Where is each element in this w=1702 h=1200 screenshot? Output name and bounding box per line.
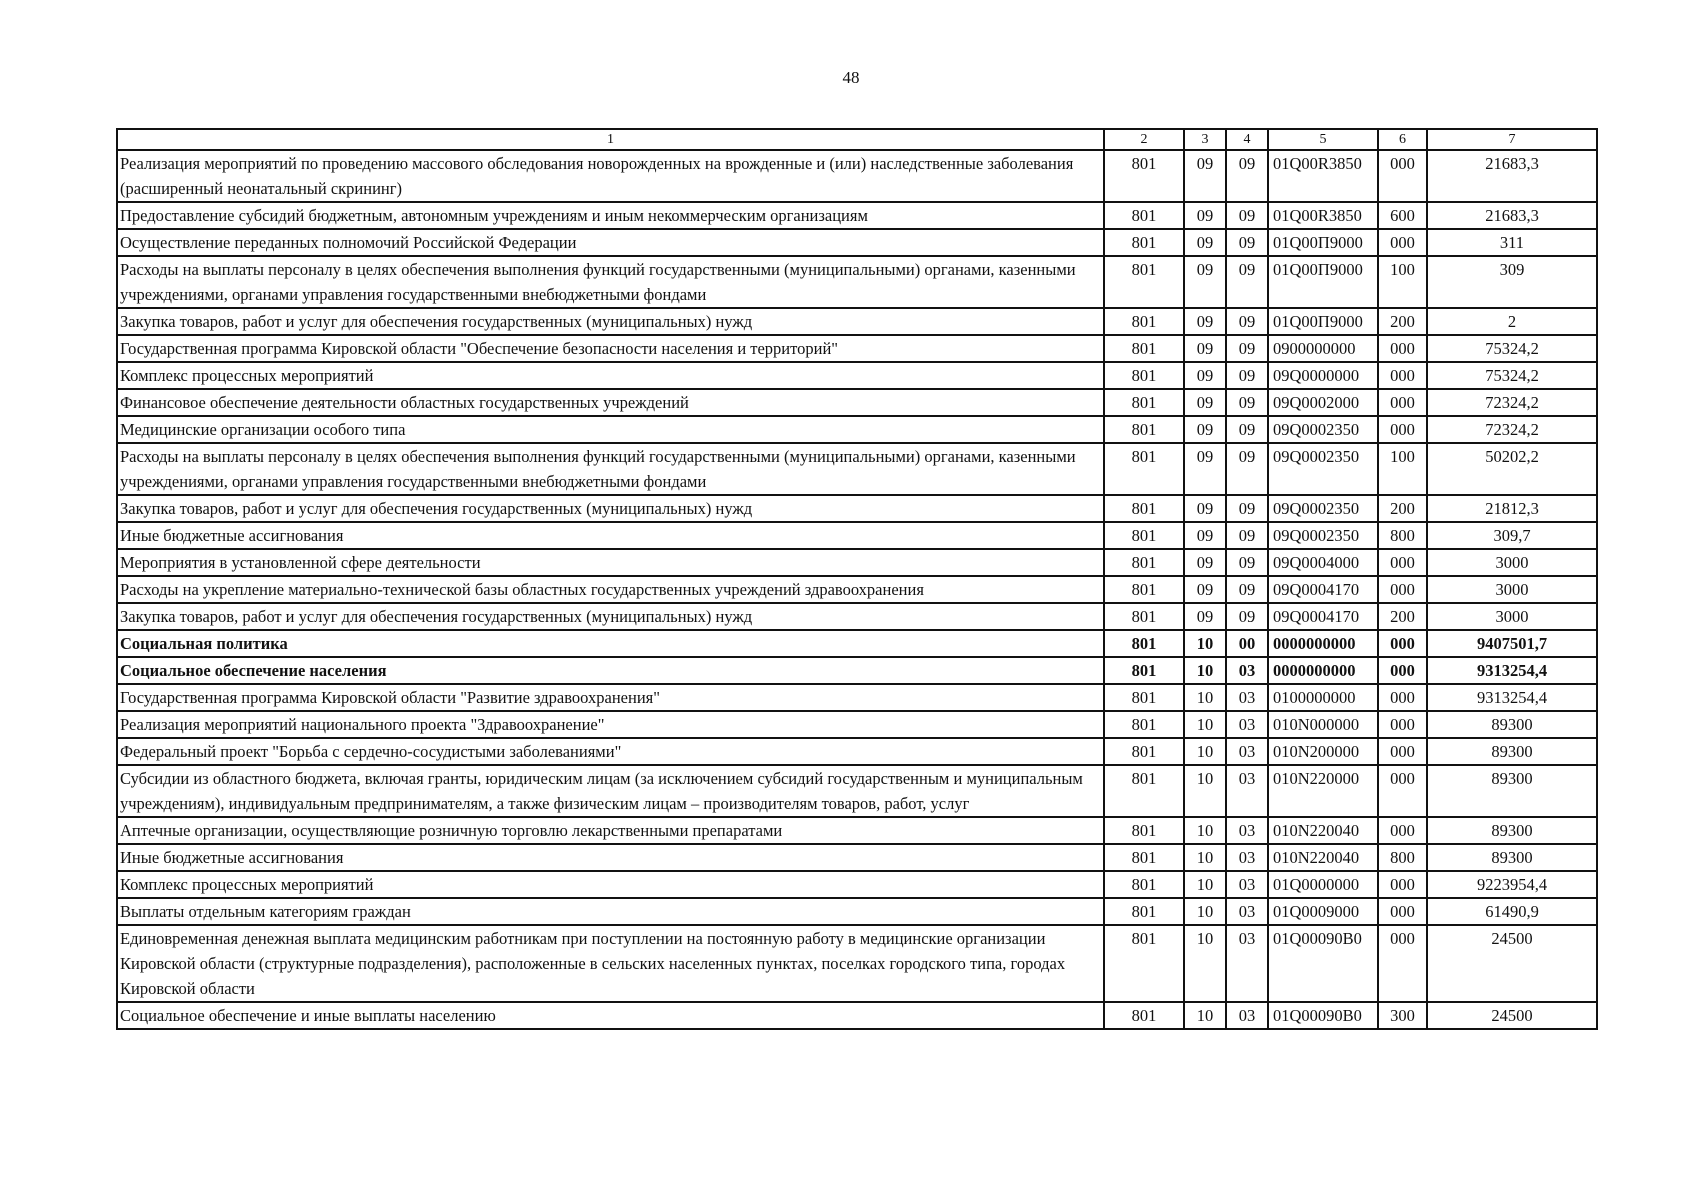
row-col-5: 09Q0000000 — [1268, 362, 1378, 389]
row-col-5: 01Q0000000 — [1268, 871, 1378, 898]
row-name: Комплекс процессных мероприятий — [117, 362, 1104, 389]
row-col-3: 09 — [1184, 603, 1226, 630]
row-col-5: 01Q00R3850 — [1268, 150, 1378, 202]
row-name: Осуществление переданных полномочий Российской Федерации — [117, 229, 1104, 256]
row-col-6: 000 — [1378, 362, 1427, 389]
row-col-3: 09 — [1184, 416, 1226, 443]
header-col-7: 7 — [1427, 129, 1597, 150]
row-col-3: 09 — [1184, 549, 1226, 576]
table-row — [117, 443, 1597, 495]
row-col-2: 801 — [1104, 443, 1184, 495]
row-col-4: 03 — [1226, 738, 1268, 765]
row-col-2: 801 — [1104, 603, 1184, 630]
row-col-6: 000 — [1378, 817, 1427, 844]
row-col-3: 10 — [1184, 1002, 1226, 1029]
row-col-6: 600 — [1378, 202, 1427, 229]
row-name: Мероприятия в установленной сфере деятельности — [117, 549, 1104, 576]
row-col-3: 10 — [1184, 844, 1226, 871]
row-col-7: 89300 — [1427, 711, 1597, 738]
row-col-6: 000 — [1378, 335, 1427, 362]
table-header-row — [117, 129, 1597, 150]
table-row — [117, 738, 1597, 765]
row-name: Единовременная денежная выплата медицинским работникам при поступлении на постоянную работу в медицинские организации Кировской области (структурные подразделения), расположенные в сельских населенных пунктах, поселках городского типа, городах Кировской области — [117, 925, 1104, 1002]
row-col-2: 801 — [1104, 150, 1184, 202]
header-col-3: 3 — [1184, 129, 1226, 150]
table-row — [117, 871, 1597, 898]
row-col-2: 801 — [1104, 256, 1184, 308]
row-name: Социальное обеспечение населения — [117, 657, 1104, 684]
row-col-5: 09Q0002000 — [1268, 389, 1378, 416]
row-name: Реализация мероприятий национального проекта "Здравоохранение" — [117, 711, 1104, 738]
row-name: Социальное обеспечение и иные выплаты населению — [117, 1002, 1104, 1029]
row-col-7: 61490,9 — [1427, 898, 1597, 925]
row-col-6: 000 — [1378, 150, 1427, 202]
row-col-2: 801 — [1104, 871, 1184, 898]
row-col-4: 03 — [1226, 871, 1268, 898]
row-col-7: 89300 — [1427, 738, 1597, 765]
row-col-4: 09 — [1226, 549, 1268, 576]
row-col-2: 801 — [1104, 335, 1184, 362]
row-col-6: 200 — [1378, 308, 1427, 335]
row-col-5: 010N220040 — [1268, 817, 1378, 844]
row-col-3: 09 — [1184, 495, 1226, 522]
row-col-7: 21812,3 — [1427, 495, 1597, 522]
table-row — [117, 335, 1597, 362]
row-col-2: 801 — [1104, 925, 1184, 1002]
row-col-2: 801 — [1104, 738, 1184, 765]
header-col-6: 6 — [1378, 129, 1427, 150]
row-col-5: 0900000000 — [1268, 335, 1378, 362]
row-col-3: 10 — [1184, 925, 1226, 1002]
row-name: Иные бюджетные ассигнования — [117, 522, 1104, 549]
row-col-4: 03 — [1226, 817, 1268, 844]
row-col-7: 311 — [1427, 229, 1597, 256]
header-col-1: 1 — [117, 129, 1104, 150]
row-col-4: 09 — [1226, 416, 1268, 443]
row-col-7: 50202,2 — [1427, 443, 1597, 495]
row-col-5: 010N200000 — [1268, 738, 1378, 765]
row-col-5: 01Q00П9000 — [1268, 256, 1378, 308]
row-col-4: 03 — [1226, 765, 1268, 817]
row-col-3: 10 — [1184, 711, 1226, 738]
row-col-6: 300 — [1378, 1002, 1427, 1029]
row-col-5: 01Q00R3850 — [1268, 202, 1378, 229]
row-col-6: 800 — [1378, 844, 1427, 871]
row-col-7: 75324,2 — [1427, 362, 1597, 389]
budget-table — [116, 128, 1598, 1030]
row-col-3: 09 — [1184, 150, 1226, 202]
row-col-3: 09 — [1184, 256, 1226, 308]
row-col-7: 309 — [1427, 256, 1597, 308]
row-col-7: 24500 — [1427, 925, 1597, 1002]
row-col-6: 000 — [1378, 765, 1427, 817]
table-row — [117, 684, 1597, 711]
table-row — [117, 362, 1597, 389]
row-name: Государственная программа Кировской области "Развитие здравоохранения" — [117, 684, 1104, 711]
row-col-5: 01Q00П9000 — [1268, 308, 1378, 335]
row-col-3: 09 — [1184, 389, 1226, 416]
row-col-5: 01Q00090B0 — [1268, 1002, 1378, 1029]
row-col-5: 09Q0002350 — [1268, 522, 1378, 549]
row-col-2: 801 — [1104, 229, 1184, 256]
row-col-4: 09 — [1226, 202, 1268, 229]
row-name: Иные бюджетные ассигнования — [117, 844, 1104, 871]
row-col-7: 89300 — [1427, 765, 1597, 817]
row-col-7: 75324,2 — [1427, 335, 1597, 362]
row-name: Комплекс процессных мероприятий — [117, 871, 1104, 898]
row-col-2: 801 — [1104, 844, 1184, 871]
table-row — [117, 389, 1597, 416]
row-col-4: 09 — [1226, 362, 1268, 389]
table-row — [117, 1002, 1597, 1029]
row-col-2: 801 — [1104, 898, 1184, 925]
row-col-7: 9313254,4 — [1427, 657, 1597, 684]
table-row — [117, 495, 1597, 522]
row-col-5: 010N000000 — [1268, 711, 1378, 738]
row-col-4: 03 — [1226, 711, 1268, 738]
row-col-4: 09 — [1226, 256, 1268, 308]
table-body — [117, 150, 1597, 1029]
row-col-7: 9407501,7 — [1427, 630, 1597, 657]
row-col-5: 09Q0002350 — [1268, 495, 1378, 522]
row-col-6: 000 — [1378, 738, 1427, 765]
row-col-4: 09 — [1226, 443, 1268, 495]
row-col-2: 801 — [1104, 389, 1184, 416]
table-row — [117, 308, 1597, 335]
row-name: Государственная программа Кировской области "Обеспечение безопасности населения и территорий" — [117, 335, 1104, 362]
row-col-2: 801 — [1104, 549, 1184, 576]
table-row — [117, 603, 1597, 630]
row-col-2: 801 — [1104, 362, 1184, 389]
row-col-5: 01Q0009000 — [1268, 898, 1378, 925]
row-col-7: 89300 — [1427, 844, 1597, 871]
row-col-6: 000 — [1378, 711, 1427, 738]
table-row — [117, 817, 1597, 844]
row-col-4: 09 — [1226, 150, 1268, 202]
row-col-5: 01Q00П9000 — [1268, 229, 1378, 256]
table-row — [117, 229, 1597, 256]
row-col-6: 200 — [1378, 603, 1427, 630]
row-col-3: 10 — [1184, 630, 1226, 657]
table-row — [117, 522, 1597, 549]
row-name: Аптечные организации, осуществляющие розничную торговлю лекарственными препаратами — [117, 817, 1104, 844]
row-col-6: 000 — [1378, 657, 1427, 684]
row-name: Закупка товаров, работ и услуг для обеспечения государственных (муниципальных) нужд — [117, 308, 1104, 335]
table-row — [117, 898, 1597, 925]
row-col-2: 801 — [1104, 711, 1184, 738]
row-col-2: 801 — [1104, 657, 1184, 684]
row-col-7: 2 — [1427, 308, 1597, 335]
row-col-4: 03 — [1226, 1002, 1268, 1029]
row-col-6: 000 — [1378, 389, 1427, 416]
row-col-7: 89300 — [1427, 817, 1597, 844]
row-col-3: 09 — [1184, 576, 1226, 603]
row-col-5: 0000000000 — [1268, 630, 1378, 657]
row-col-2: 801 — [1104, 495, 1184, 522]
table-row — [117, 549, 1597, 576]
row-name: Предоставление субсидий бюджетным, автономным учреждениям и иным некоммерческим организациям — [117, 202, 1104, 229]
row-col-5: 01Q00090B0 — [1268, 925, 1378, 1002]
row-col-3: 09 — [1184, 362, 1226, 389]
table-row — [117, 711, 1597, 738]
row-col-6: 000 — [1378, 229, 1427, 256]
row-col-3: 09 — [1184, 308, 1226, 335]
row-col-6: 000 — [1378, 576, 1427, 603]
row-col-2: 801 — [1104, 1002, 1184, 1029]
row-col-4: 03 — [1226, 844, 1268, 871]
header-col-5: 5 — [1268, 129, 1378, 150]
row-col-3: 10 — [1184, 684, 1226, 711]
row-col-6: 100 — [1378, 256, 1427, 308]
row-col-2: 801 — [1104, 684, 1184, 711]
row-col-4: 09 — [1226, 603, 1268, 630]
row-col-5: 0000000000 — [1268, 657, 1378, 684]
row-col-6: 100 — [1378, 443, 1427, 495]
row-col-2: 801 — [1104, 308, 1184, 335]
row-col-5: 0100000000 — [1268, 684, 1378, 711]
row-col-7: 9313254,4 — [1427, 684, 1597, 711]
row-col-6: 000 — [1378, 925, 1427, 1002]
row-col-5: 010N220040 — [1268, 844, 1378, 871]
row-col-6: 000 — [1378, 898, 1427, 925]
header-col-2: 2 — [1104, 129, 1184, 150]
row-col-4: 03 — [1226, 898, 1268, 925]
row-col-2: 801 — [1104, 765, 1184, 817]
row-col-6: 000 — [1378, 684, 1427, 711]
row-col-7: 3000 — [1427, 603, 1597, 630]
table-row — [117, 925, 1597, 1002]
row-col-3: 09 — [1184, 335, 1226, 362]
row-col-7: 72324,2 — [1427, 416, 1597, 443]
table-row — [117, 150, 1597, 202]
row-name: Расходы на выплаты персоналу в целях обеспечения выполнения функций государственными (муниципальными) органами, казенными учреждениями, органами управления государственными внебюджетными фондами — [117, 443, 1104, 495]
row-col-5: 09Q0004170 — [1268, 603, 1378, 630]
row-col-5: 010N220000 — [1268, 765, 1378, 817]
row-col-3: 10 — [1184, 871, 1226, 898]
row-col-7: 21683,3 — [1427, 202, 1597, 229]
table-row — [117, 416, 1597, 443]
row-name: Субсидии из областного бюджета, включая гранты, юридическим лицам (за исключением субсидий государственным и муниципальным учреждениям), индивидуальным предпринимателям, а также физическим лицам – производителям товаров, работ, услуг — [117, 765, 1104, 817]
row-col-4: 09 — [1226, 576, 1268, 603]
row-col-3: 09 — [1184, 443, 1226, 495]
row-col-3: 10 — [1184, 657, 1226, 684]
row-col-7: 9223954,4 — [1427, 871, 1597, 898]
row-col-2: 801 — [1104, 630, 1184, 657]
row-col-7: 21683,3 — [1427, 150, 1597, 202]
table-row — [117, 844, 1597, 871]
row-col-5: 09Q0004170 — [1268, 576, 1378, 603]
row-col-5: 09Q0004000 — [1268, 549, 1378, 576]
row-name: Закупка товаров, работ и услуг для обеспечения государственных (муниципальных) нужд — [117, 495, 1104, 522]
row-col-2: 801 — [1104, 576, 1184, 603]
page-number: 48 — [842, 68, 860, 87]
row-col-3: 09 — [1184, 202, 1226, 229]
row-col-4: 00 — [1226, 630, 1268, 657]
row-name: Социальная политика — [117, 630, 1104, 657]
row-col-7: 24500 — [1427, 1002, 1597, 1029]
row-col-3: 09 — [1184, 229, 1226, 256]
row-col-2: 801 — [1104, 416, 1184, 443]
row-col-3: 10 — [1184, 765, 1226, 817]
row-col-6: 000 — [1378, 630, 1427, 657]
row-col-6: 000 — [1378, 549, 1427, 576]
table-row — [117, 202, 1597, 229]
row-col-3: 09 — [1184, 522, 1226, 549]
row-col-4: 03 — [1226, 657, 1268, 684]
row-col-7: 309,7 — [1427, 522, 1597, 549]
row-col-7: 3000 — [1427, 549, 1597, 576]
row-col-4: 03 — [1226, 925, 1268, 1002]
row-col-3: 10 — [1184, 738, 1226, 765]
table-row — [117, 765, 1597, 817]
row-col-6: 000 — [1378, 871, 1427, 898]
row-name: Федеральный проект "Борьба с сердечно-сосудистыми заболеваниями" — [117, 738, 1104, 765]
row-name: Расходы на укрепление материально-технической базы областных государственных учреждений здравоохранения — [117, 576, 1104, 603]
row-col-2: 801 — [1104, 202, 1184, 229]
row-col-6: 800 — [1378, 522, 1427, 549]
table-row — [117, 256, 1597, 308]
row-name: Реализация мероприятий по проведению массового обследования новорожденных на врожденные и (или) наследственные заболевания (расширенный неонатальный скрининг) — [117, 150, 1104, 202]
row-col-4: 09 — [1226, 495, 1268, 522]
table-row — [117, 630, 1597, 657]
row-name: Финансовое обеспечение деятельности областных государственных учреждений — [117, 389, 1104, 416]
row-col-6: 000 — [1378, 416, 1427, 443]
row-col-5: 09Q0002350 — [1268, 416, 1378, 443]
row-col-7: 3000 — [1427, 576, 1597, 603]
row-col-4: 09 — [1226, 229, 1268, 256]
row-name: Медицинские организации особого типа — [117, 416, 1104, 443]
row-col-4: 09 — [1226, 522, 1268, 549]
row-col-2: 801 — [1104, 817, 1184, 844]
row-col-4: 09 — [1226, 335, 1268, 362]
row-col-4: 09 — [1226, 308, 1268, 335]
table-row — [117, 576, 1597, 603]
row-col-3: 10 — [1184, 898, 1226, 925]
row-col-5: 09Q0002350 — [1268, 443, 1378, 495]
table-row — [117, 657, 1597, 684]
row-col-4: 09 — [1226, 389, 1268, 416]
row-col-2: 801 — [1104, 522, 1184, 549]
row-col-6: 200 — [1378, 495, 1427, 522]
row-name: Закупка товаров, работ и услуг для обеспечения государственных (муниципальных) нужд — [117, 603, 1104, 630]
header-col-4: 4 — [1226, 129, 1268, 150]
row-col-7: 72324,2 — [1427, 389, 1597, 416]
row-name: Расходы на выплаты персоналу в целях обеспечения выполнения функций государственными (муниципальными) органами, казенными учреждениями, органами управления государственными внебюджетными фондами — [117, 256, 1104, 308]
row-col-3: 10 — [1184, 817, 1226, 844]
row-col-4: 03 — [1226, 684, 1268, 711]
row-name: Выплаты отдельным категориям граждан — [117, 898, 1104, 925]
